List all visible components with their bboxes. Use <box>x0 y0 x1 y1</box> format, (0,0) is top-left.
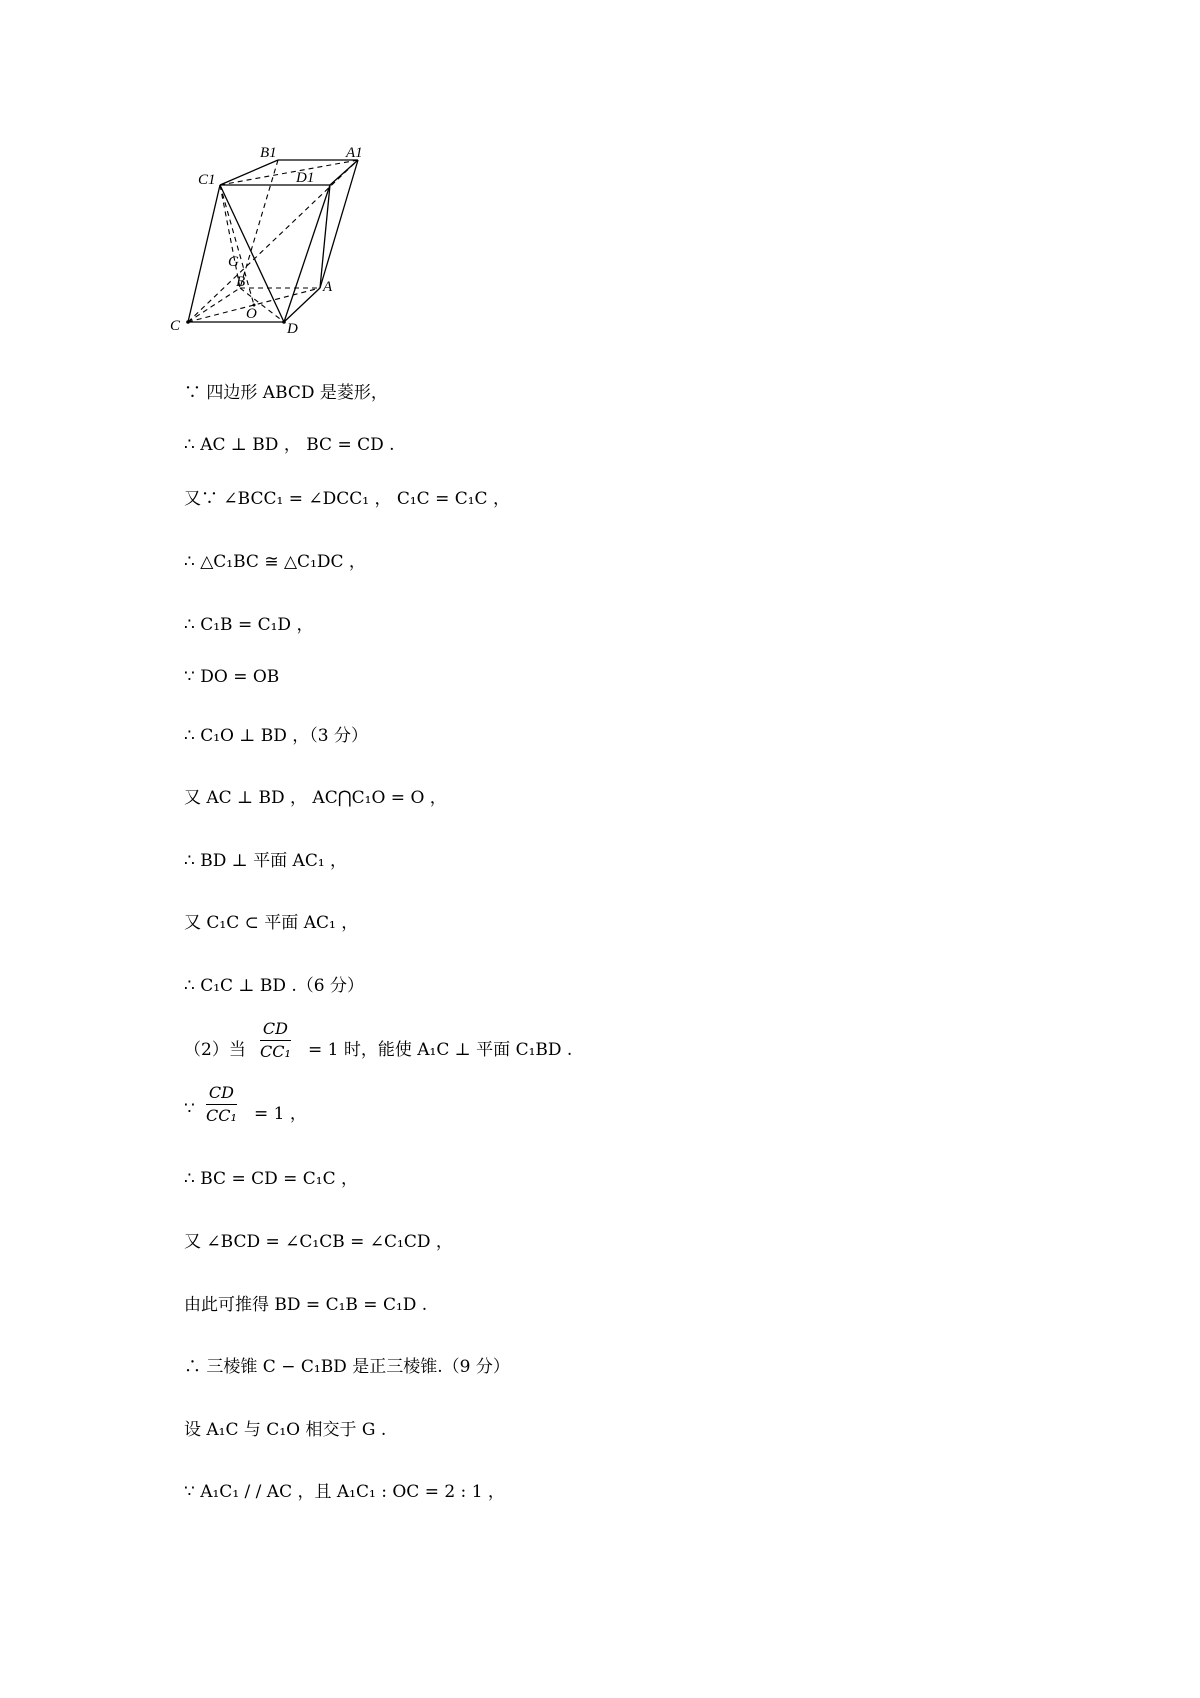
frac-line-prefix: ∵ <box>184 1099 195 1119</box>
frac-line <box>184 1082 584 1142</box>
proof-line-14: 由此可推得 BD = C₁B = C₁D . <box>184 1295 428 1315</box>
part2-frac-den: CC₁ <box>260 1042 291 1061</box>
part2-frac-num: CD <box>260 1018 291 1041</box>
part2-prefix: （2）当 <box>184 1040 246 1060</box>
frac-line-den: CC₁ <box>206 1106 237 1125</box>
label-b: B <box>236 274 246 290</box>
proof-line-4: ∴ △C₁BC ≅ △C₁DC ， <box>184 552 366 572</box>
label-c: C <box>170 318 181 334</box>
label-b1: B1 <box>260 145 277 161</box>
proof-line-15: ∴ 三棱锥 C − C₁BD 是正三棱锥.（9 分） <box>184 1357 510 1377</box>
proof-line-6: ∵ DO = OB <box>184 667 280 687</box>
proof-line-13: 又 ∠BCD = ∠C₁CB = ∠C₁CD ， <box>184 1232 453 1252</box>
proof-line-11: ∴ C₁C ⊥ BD .（6 分） <box>184 976 364 996</box>
prism-figure <box>170 145 420 365</box>
part2-line <box>184 1018 884 1078</box>
frac-line-suffix: = 1 ， <box>254 1104 307 1124</box>
label-a: A <box>323 279 333 295</box>
proof-line-8: 又 AC ⊥ BD ， AC⋂C₁O = O ， <box>184 788 447 808</box>
part2-fraction <box>260 1018 291 1063</box>
proof-line-12: ∴ BC = CD = C₁C ， <box>184 1169 359 1189</box>
label-d: D <box>287 321 298 337</box>
proof-line-2: ∴ AC ⊥ BD ， BC = CD . <box>184 435 395 455</box>
proof-line-17: ∵ A₁C₁ / / AC ，且 A₁C₁ : OC = 2 : 1 ， <box>184 1482 505 1502</box>
proof-line-5: ∴ C₁B = C₁D ， <box>184 615 314 635</box>
proof-line-1: ∵ 四边形 ABCD 是菱形， <box>184 383 388 403</box>
proof-line-9: ∴ BD ⊥ 平面 AC₁ ， <box>184 851 348 871</box>
label-o: O <box>246 306 257 322</box>
proof-line-10: 又 C₁C ⊂ 平面 AC₁ ， <box>184 913 359 933</box>
part2-suffix: = 1 时，能使 A₁C ⊥ 平面 C₁BD . <box>308 1040 573 1060</box>
frac-line-fraction <box>206 1082 237 1127</box>
label-d1: D1 <box>296 170 315 186</box>
proof-line-3: 又∵ ∠BCC₁ = ∠DCC₁ ， C₁C = C₁C ， <box>184 489 510 509</box>
proof-line-7: ∴ C₁O ⊥ BD ，（3 分） <box>184 726 369 746</box>
proof-line-16: 设 A₁C 与 C₁O 相交于 G . <box>184 1420 387 1440</box>
prism-diagram <box>170 145 420 365</box>
label-c1: C1 <box>198 172 216 188</box>
label-g: G <box>228 254 239 270</box>
frac-line-num: CD <box>206 1082 237 1105</box>
label-a1: A1 <box>346 145 363 161</box>
